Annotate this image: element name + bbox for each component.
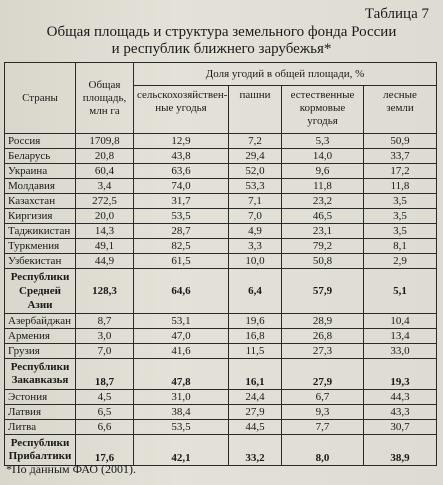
cell-natural: 57,9 [282,269,364,314]
cell-agri: 53,5 [134,209,229,224]
cell-arable: 29,4 [229,149,282,164]
cell-forest: 3,5 [364,224,437,239]
title-line-2: и республик ближнего зарубежья* [111,41,332,57]
cell-forest: 5,1 [364,269,437,314]
cell-natural: 7,7 [282,420,364,435]
cell-area: 60,4 [76,164,134,179]
cell-arable: 16,1 [229,359,282,390]
header-natural-line-2: кормовые [299,102,346,114]
cell-area: 18,7 [76,359,134,390]
cell-arable: 52,0 [229,164,282,179]
cell-country: Эстония [5,390,76,405]
table-row [5,420,437,435]
cell-arable: 10,0 [229,254,282,269]
header-arable: пашни [229,86,282,134]
table-body [5,134,437,466]
cell-area: 20,0 [76,209,134,224]
cell-agri: 61,5 [134,254,229,269]
cell-area: 17,6 [76,435,134,466]
title-line-1: Общая площадь и структура земельного фонда России [46,24,397,40]
table-row [5,390,437,405]
header-forest [364,86,437,134]
cell-country: Беларусь [5,149,76,164]
table-row [5,194,437,209]
cell-country: Грузия [5,344,76,359]
cell-area: 1709,8 [76,134,134,149]
cell-area: 6,6 [76,420,134,435]
cell-natural: 5,3 [282,134,364,149]
cell-forest: 3,5 [364,194,437,209]
header-natural-line-1: естественные [290,89,355,101]
cell-natural: 26,8 [282,329,364,344]
cell-forest: 11,8 [364,179,437,194]
cell-area: 6,5 [76,405,134,420]
cell-agri: 12,9 [134,134,229,149]
header-agri: сельскохозяйствен-ные угодья [134,86,229,134]
cell-country: Киргизия [5,209,76,224]
cell-forest: 10,4 [364,314,437,329]
header-share: Доля угодий в общей площади, % [134,63,437,86]
table-row [5,254,437,269]
cell-agri: 38,4 [134,405,229,420]
cell-country: Республики Прибалтики [5,435,76,466]
cell-area: 14,3 [76,224,134,239]
cell-natural: 50,8 [282,254,364,269]
cell-country: Армения [5,329,76,344]
cell-arable: 16,8 [229,329,282,344]
cell-agri: 31,7 [134,194,229,209]
cell-country: Молдавия [5,179,76,194]
cell-area: 128,3 [76,269,134,314]
cell-agri: 47,0 [134,329,229,344]
cell-forest: 38,9 [364,435,437,466]
cell-country: Республики Средней Азии [5,269,76,314]
table-number: Таблица 7 [364,6,429,22]
cell-forest: 43,3 [364,405,437,420]
table-row [5,239,437,254]
cell-area: 8,7 [76,314,134,329]
table-row-subtotal [5,359,437,390]
cell-country: Узбекистан [5,254,76,269]
cell-country: Республики Закавказья [5,359,76,390]
cell-area: 49,1 [76,239,134,254]
cell-country: Литва [5,420,76,435]
cell-agri: 28,7 [134,224,229,239]
cell-natural: 27,3 [282,344,364,359]
header-country: Страны [5,63,76,134]
table-row-subtotal [5,269,437,314]
cell-forest: 33,0 [364,344,437,359]
cell-natural: 9,6 [282,164,364,179]
header-area-line-2: площадь, [82,91,127,104]
cell-forest: 44,3 [364,390,437,405]
cell-arable: 6,4 [229,269,282,314]
cell-area: 7,0 [76,344,134,359]
cell-forest: 19,3 [364,359,437,390]
cell-country: Украина [5,164,76,179]
cell-agri: 41,6 [134,344,229,359]
cell-country: Таджикистан [5,224,76,239]
cell-natural: 14,0 [282,149,364,164]
cell-area: 3,0 [76,329,134,344]
table-row [5,224,437,239]
cell-area: 20,8 [76,149,134,164]
cell-forest: 17,2 [364,164,437,179]
cell-natural: 23,1 [282,224,364,239]
cell-arable: 33,2 [229,435,282,466]
cell-agri: 43,8 [134,149,229,164]
cell-agri: 53,5 [134,420,229,435]
cell-country: Туркмения [5,239,76,254]
cell-arable: 24,4 [229,390,282,405]
cell-area: 4,5 [76,390,134,405]
cell-forest: 13,4 [364,329,437,344]
land-fund-table [4,62,437,466]
cell-natural: 28,9 [282,314,364,329]
cell-arable: 11,5 [229,344,282,359]
cell-agri: 64,6 [134,269,229,314]
cell-arable: 53,3 [229,179,282,194]
cell-area: 272,5 [76,194,134,209]
header-forest-line-1: лесные [383,89,417,101]
cell-forest: 3,5 [364,209,437,224]
cell-forest: 30,7 [364,420,437,435]
table-row [5,179,437,194]
cell-natural: 46,5 [282,209,364,224]
cell-country: Россия [5,134,76,149]
cell-natural: 11,8 [282,179,364,194]
cell-arable: 44,5 [229,420,282,435]
header-natural [282,86,364,134]
cell-area: 3,4 [76,179,134,194]
header-area-line-1: Общая [88,78,121,91]
table-row [5,209,437,224]
table-row [5,134,437,149]
cell-agri: 31,0 [134,390,229,405]
cell-agri: 63,6 [134,164,229,179]
cell-arable: 7,0 [229,209,282,224]
cell-country: Казахстан [5,194,76,209]
table-row [5,344,437,359]
cell-forest: 50,9 [364,134,437,149]
cell-arable: 27,9 [229,405,282,420]
header-area-line-3: млн га [89,104,120,117]
table-row-subtotal [5,435,437,466]
footnote: *По данным ФАО (2001). [6,462,137,476]
cell-natural: 79,2 [282,239,364,254]
table-row [5,314,437,329]
cell-natural: 8,0 [282,435,364,466]
cell-country: Латвия [5,405,76,420]
cell-arable: 3,3 [229,239,282,254]
cell-arable: 19,6 [229,314,282,329]
header-forest-line-2: земли [386,102,414,114]
table-row [5,164,437,179]
table-row [5,329,437,344]
cell-natural: 23,2 [282,194,364,209]
cell-agri: 47,8 [134,359,229,390]
cell-country: Азербайджан [5,314,76,329]
table-row [5,405,437,420]
header-area [76,63,134,134]
cell-forest: 2,9 [364,254,437,269]
cell-agri: 82,5 [134,239,229,254]
cell-agri: 74,0 [134,179,229,194]
cell-forest: 8,1 [364,239,437,254]
cell-natural: 6,7 [282,390,364,405]
cell-agri: 53,1 [134,314,229,329]
cell-arable: 7,1 [229,194,282,209]
table-row [5,149,437,164]
header-natural-line-3: угодья [307,115,338,127]
table-title [0,24,443,58]
cell-arable: 7,2 [229,134,282,149]
cell-natural: 27,9 [282,359,364,390]
cell-forest: 33,7 [364,149,437,164]
cell-agri: 42,1 [134,435,229,466]
cell-arable: 4,9 [229,224,282,239]
cell-natural: 9,3 [282,405,364,420]
cell-area: 44,9 [76,254,134,269]
